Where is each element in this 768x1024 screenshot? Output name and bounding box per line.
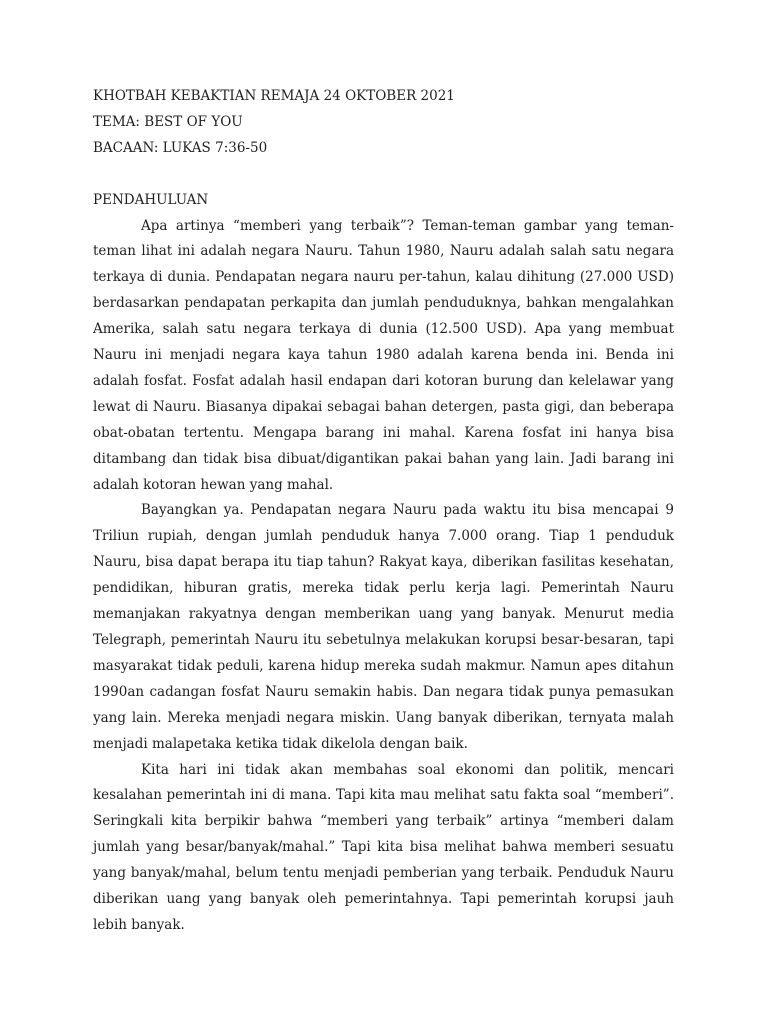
- paragraph-1: Apa artinya “memberi yang terbaik”? Teman-teman gambar yang teman-teman lihat ini adalah negara Nauru. Tahun 1980, Nauru adalah salah satu negara terkaya di dunia. Pendapatan negara nauru per-tahun, kalau dihitung (27.000 USD) berdasarkan pendapatan perkapita dan jumlah penduduknya, bahkan mengalahkan Amerika, salah satu negara terkaya di dunia (12.500 USD). Apa yang membuat Nauru ini menjadi negara kaya tahun 1980 adalah karena benda ini. Benda ini adalah fosfat. Fosfat adalah hasil endapan dari kotoran burung dan kelelawar yang lewat di Nauru. Biasanya dipakai sebagai bahan detergen, pasta gigi, dan beberapa obat-obatan tertentu. Mengapa barang ini mahal. Karena fosfat ini hanya bisa ditambang dan tidak bisa dibuat/digantikan pakai bahan yang lain. Jadi barang ini adalah kotoran hewan yang mahal.: [93, 217, 674, 493]
- paragraph-2: Bayangkan ya. Pendapatan negara Nauru pada waktu itu bisa mencapai 9 Triliun rupiah, dengan jumlah penduduk hanya 7.000 orang. Tiap 1 penduduk Nauru, bisa dapat berapa itu tiap tahun? Rakyat kaya, diberikan fasilitas kesehatan, pendidikan, hiburan gratis, mereka tidak perlu kerja lagi. Pemerintah Nauru memanjakan rakyatnya dengan memberikan uang yang banyak. Menurut media Telegraph, pemerintah Nauru itu sebetulnya melakukan korupsi besar-besaran, tapi masyarakat tidak peduli, karena hidup mereka sudah makmur. Namun apes ditahun 1990an cadangan fosfat Nauru semakin habis. Dan negara tidak punya pemasukan yang lain. Mereka menjadi negara miskin. Uang banyak diberikan, ternyata malah menjadi malapetaka ketika tidak dikelola dengan baik.: [93, 502, 674, 752]
- theme-line: TEMA: BEST OF YOU: [93, 113, 243, 130]
- document-title: KHOTBAH KEBAKTIAN REMAJA 24 OKTOBER 2021: [93, 88, 455, 104]
- paragraph-3: Kita hari ini tidak akan membahas soal ekonomi dan politik, mencari kesalahan pemerintah ini di mana. Tapi kita mau melihat satu fakta soal “memberi”. Seringkali kita berpikir bahwa “memberi yang terbaik” artinya “memberi dalam jumlah yang besar/banyak/mahal.” Tapi kita bisa melihat bahwa memberi sesuatu yang banyak/mahal, belum tentu menjadi pemberian yang terbaik. Penduduk Nauru diberikan uang yang banyak oleh pemerintahnya. Tapi pemerintah korupsi jauh lebih banyak.: [93, 761, 674, 933]
- document-page: [93, 84, 674, 939]
- blank-line: [93, 162, 674, 188]
- reading-line: BACAAN: LUKAS 7:36-50: [93, 139, 268, 156]
- section-heading: PENDAHULUAN: [93, 191, 209, 208]
